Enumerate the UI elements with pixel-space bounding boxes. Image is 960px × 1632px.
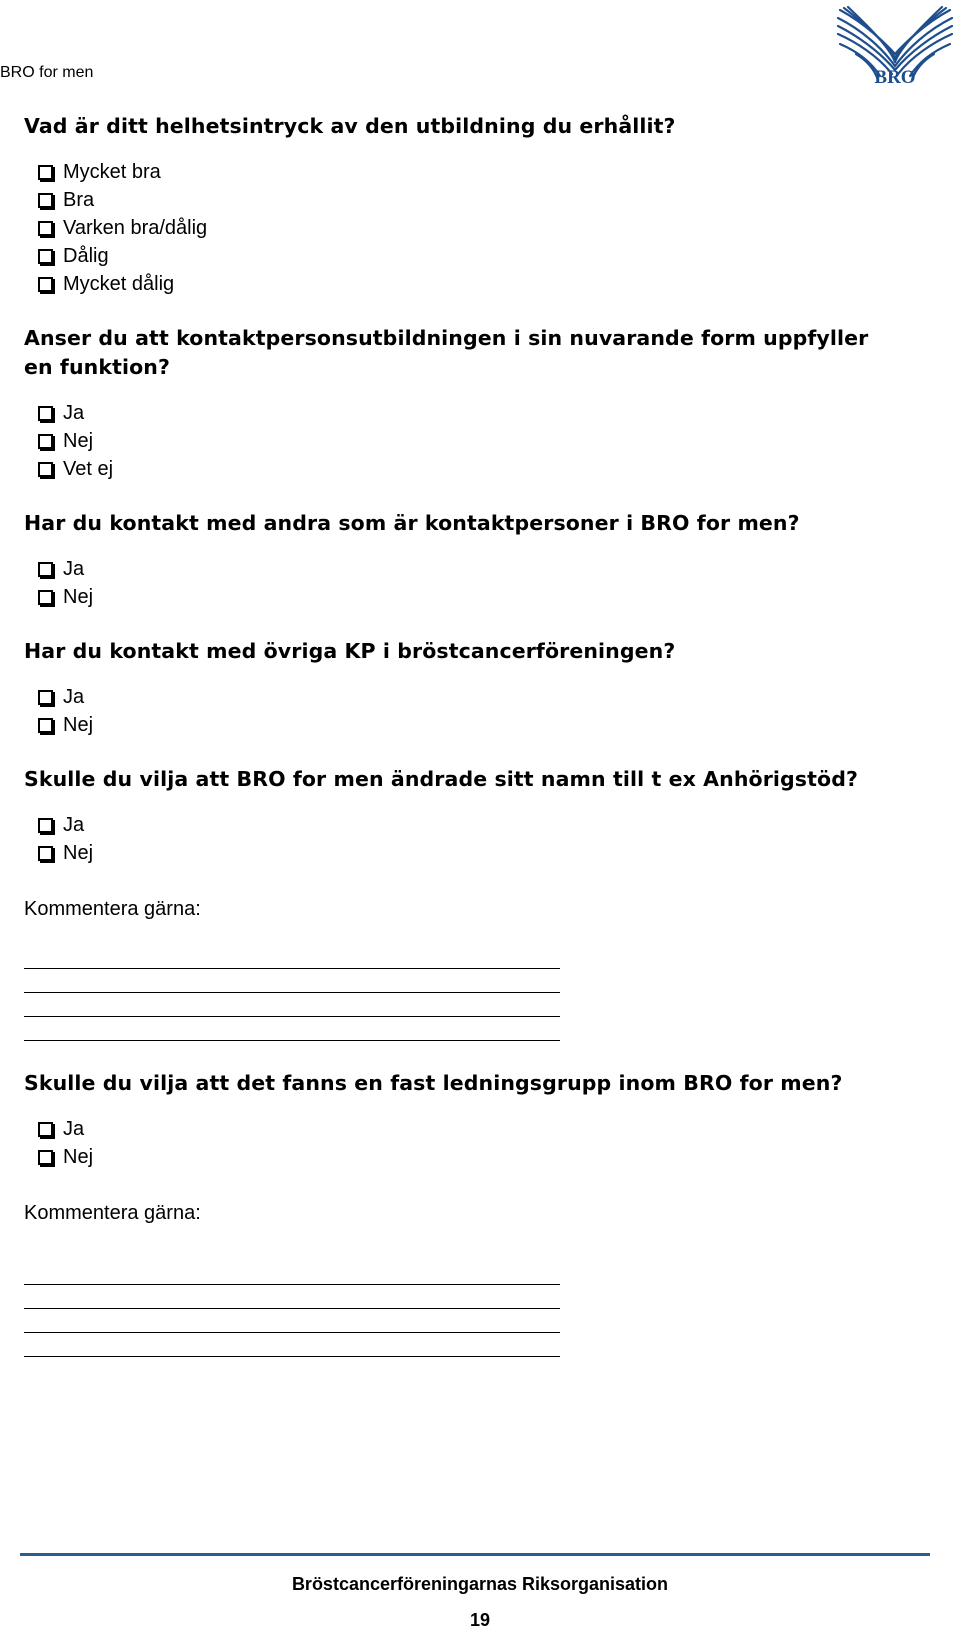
option-label: Nej bbox=[63, 585, 94, 608]
option-mycket-dalig[interactable] bbox=[38, 270, 924, 298]
option-label: Mycket bra bbox=[63, 160, 161, 183]
option-ja[interactable] bbox=[38, 555, 924, 583]
checkbox[interactable] bbox=[38, 434, 53, 449]
option-varken[interactable] bbox=[38, 214, 924, 242]
header-title: BRO for men bbox=[0, 64, 94, 81]
footer-rule bbox=[20, 1553, 930, 1556]
option-bra[interactable] bbox=[38, 186, 924, 214]
option-list bbox=[38, 1115, 924, 1171]
option-label: Nej bbox=[63, 1145, 94, 1168]
comment-line[interactable] bbox=[24, 1333, 560, 1357]
question-text: Skulle du vilja att det fanns en fast ledningsgrupp inom BRO for men? bbox=[24, 1071, 843, 1095]
comment-line[interactable] bbox=[24, 945, 560, 969]
question-text: Har du kontakt med andra som är kontaktpersoner i BRO for men? bbox=[24, 511, 800, 535]
checkbox[interactable] bbox=[38, 562, 53, 577]
comment-line[interactable] bbox=[24, 969, 560, 993]
option-ja[interactable] bbox=[38, 399, 924, 427]
comment-field[interactable] bbox=[24, 1261, 924, 1357]
question-text: Vad är ditt helhetsintryck av den utbildning du erhållit? bbox=[24, 114, 676, 138]
option-label: Nej bbox=[63, 713, 94, 736]
option-label: Ja bbox=[63, 685, 85, 708]
option-vet-ej[interactable] bbox=[38, 455, 924, 483]
option-dalig[interactable] bbox=[38, 242, 924, 270]
option-nej[interactable] bbox=[38, 839, 924, 867]
page-number: 19 bbox=[469, 1610, 491, 1630]
checkbox[interactable] bbox=[38, 165, 53, 180]
option-label: Nej bbox=[63, 429, 94, 452]
option-list bbox=[38, 683, 924, 739]
question-5 bbox=[24, 765, 924, 1041]
question-2 bbox=[24, 324, 924, 483]
comment-line[interactable] bbox=[24, 1261, 560, 1285]
option-label: Ja bbox=[63, 813, 85, 836]
comment-line[interactable] bbox=[24, 1309, 560, 1333]
option-label: Ja bbox=[63, 1117, 85, 1140]
checkbox[interactable] bbox=[38, 249, 53, 264]
question-text: Skulle du vilja att BRO for men ändrade sitt namn till t ex Anhörigstöd? bbox=[24, 767, 858, 791]
checkbox[interactable] bbox=[38, 690, 53, 705]
option-ja[interactable] bbox=[38, 1115, 924, 1143]
option-label: Bra bbox=[63, 188, 95, 211]
checkbox[interactable] bbox=[38, 1150, 53, 1165]
comment-line[interactable] bbox=[24, 993, 560, 1017]
checkbox[interactable] bbox=[38, 718, 53, 733]
comment-label: Kommentera gärna: bbox=[24, 1202, 201, 1224]
checkbox[interactable] bbox=[38, 277, 53, 292]
question-1 bbox=[24, 112, 924, 298]
option-label: Dålig bbox=[63, 244, 109, 267]
question-6 bbox=[24, 1069, 924, 1357]
option-nej[interactable] bbox=[38, 1143, 924, 1171]
comment-label: Kommentera gärna: bbox=[24, 898, 201, 920]
logo-text: BRO bbox=[874, 67, 916, 88]
checkbox[interactable] bbox=[38, 818, 53, 833]
option-mycket-bra[interactable] bbox=[38, 158, 924, 186]
question-text: Anser du att kontaktpersonsutbildningen i sin nuvarande form uppfyller en funktion? bbox=[24, 326, 869, 379]
bro-logo bbox=[836, 4, 954, 88]
option-ja[interactable] bbox=[38, 683, 924, 711]
checkbox[interactable] bbox=[38, 590, 53, 605]
option-label: Vet ej bbox=[63, 457, 114, 480]
footer-organization: Bröstcancerföreningarnas Riksorganisation bbox=[291, 1574, 669, 1594]
checkbox[interactable] bbox=[38, 221, 53, 236]
option-label: Ja bbox=[63, 557, 85, 580]
option-nej[interactable] bbox=[38, 711, 924, 739]
option-label: Mycket dålig bbox=[63, 272, 175, 295]
comment-field[interactable] bbox=[24, 945, 924, 1041]
question-3 bbox=[24, 509, 924, 611]
question-text: Har du kontakt med övriga KP i bröstcancerföreningen? bbox=[24, 639, 676, 663]
option-nej[interactable] bbox=[38, 427, 924, 455]
comment-line[interactable] bbox=[24, 1285, 560, 1309]
checkbox[interactable] bbox=[38, 462, 53, 477]
comment-line[interactable] bbox=[24, 1017, 560, 1041]
checkbox[interactable] bbox=[38, 1122, 53, 1137]
option-label: Varken bra/dålig bbox=[63, 216, 208, 239]
checkbox[interactable] bbox=[38, 846, 53, 861]
option-ja[interactable] bbox=[38, 811, 924, 839]
option-label: Ja bbox=[63, 401, 85, 424]
option-list bbox=[38, 811, 924, 867]
option-list bbox=[38, 555, 924, 611]
option-list bbox=[38, 158, 924, 298]
option-nej[interactable] bbox=[38, 583, 924, 611]
checkbox[interactable] bbox=[38, 406, 53, 421]
option-label: Nej bbox=[63, 841, 94, 864]
questionnaire bbox=[24, 112, 924, 1357]
option-list bbox=[38, 399, 924, 483]
checkbox[interactable] bbox=[38, 193, 53, 208]
question-4 bbox=[24, 637, 924, 739]
